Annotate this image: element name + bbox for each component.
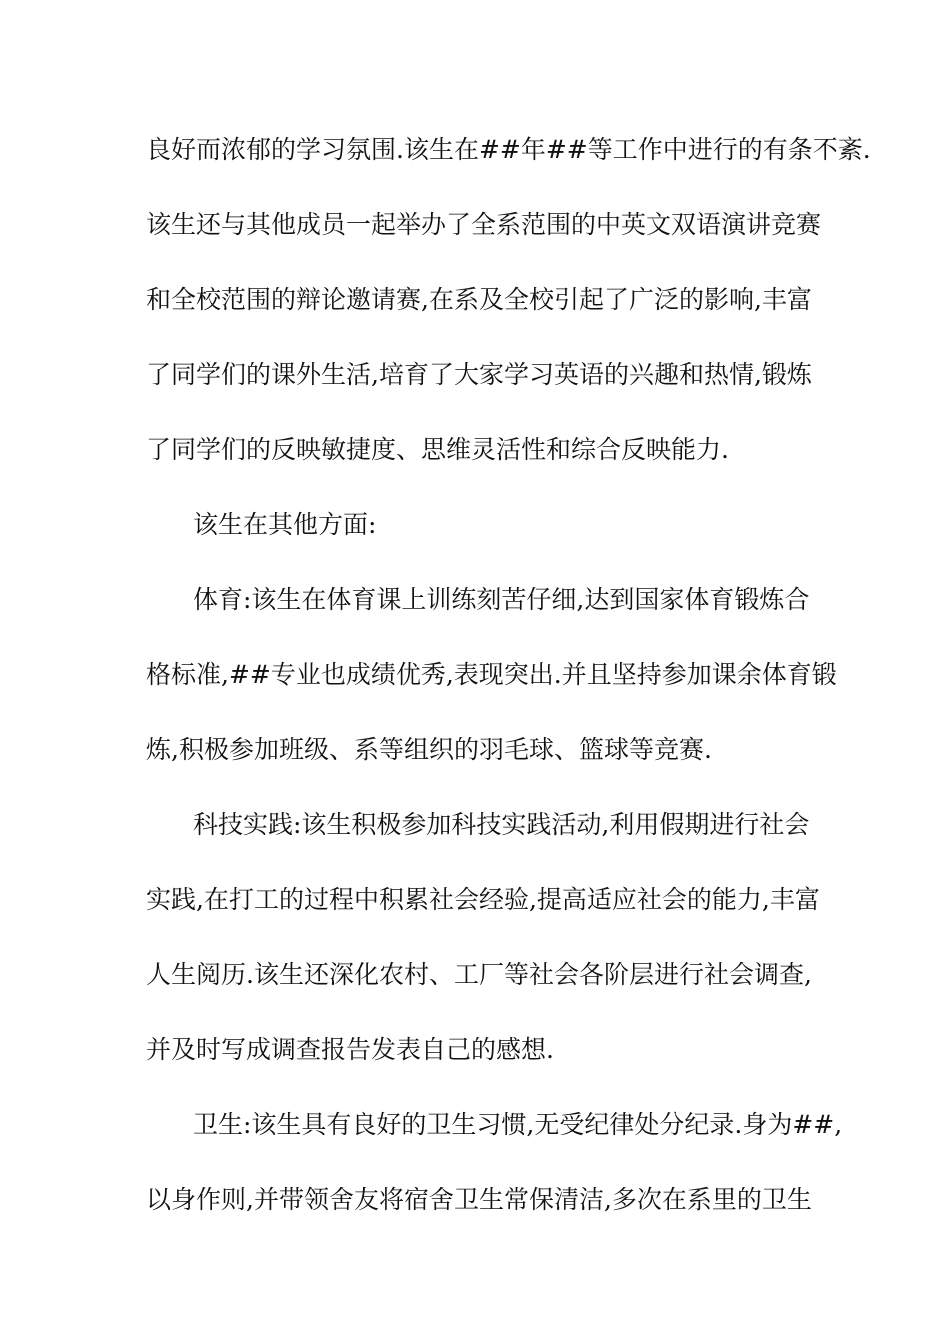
text-line: 了同学们的课外生活,培育了大家学习英语的兴趣和热情,锻炼 xyxy=(146,360,812,389)
text-line: 和全校范围的辩论邀请赛,在系及全校引起了广泛的影响,丰富 xyxy=(146,285,812,314)
text-line: 格标准,##专业也成绩优秀,表现突出.并且坚持参加课余体育锻 xyxy=(146,660,837,689)
text-line: 实践,在打工的过程中积累社会经验,提高适应社会的能力,丰富 xyxy=(146,885,820,914)
text-line: 体育:该生在体育课上训练刻苦仔细,达到国家体育锻炼合 xyxy=(193,585,810,614)
text-line: 以身作则,并带领舍友将宿舍卫生常保清洁,多次在系里的卫生 xyxy=(146,1185,812,1214)
text-line: 了同学们的反映敏捷度、思维灵活性和综合反映能力. xyxy=(146,435,729,464)
text-line: 良好而浓郁的学习氛围.该生在##年##等工作中进行的有条不紊. xyxy=(146,135,871,164)
text-line: 该生还与其他成员一起举办了全系范围的中英文双语演讲竞赛 xyxy=(146,210,822,239)
section-heading: 该生在其他方面: xyxy=(193,510,377,539)
text-line: 人生阅历.该生还深化农村、工厂等社会各阶层进行社会调查, xyxy=(146,960,812,989)
text-line: 炼,积极参加班级、系等组织的羽毛球、篮球等竞赛. xyxy=(146,735,712,764)
text-line: 并及时写成调查报告发表自己的感想. xyxy=(146,1035,554,1064)
text-line: 卫生:该生具有良好的卫生习惯,无受纪律处分纪录.身为##, xyxy=(193,1110,843,1139)
text-line: 科技实践:该生积极参加科技实践活动,利用假期进行社会 xyxy=(193,810,810,839)
